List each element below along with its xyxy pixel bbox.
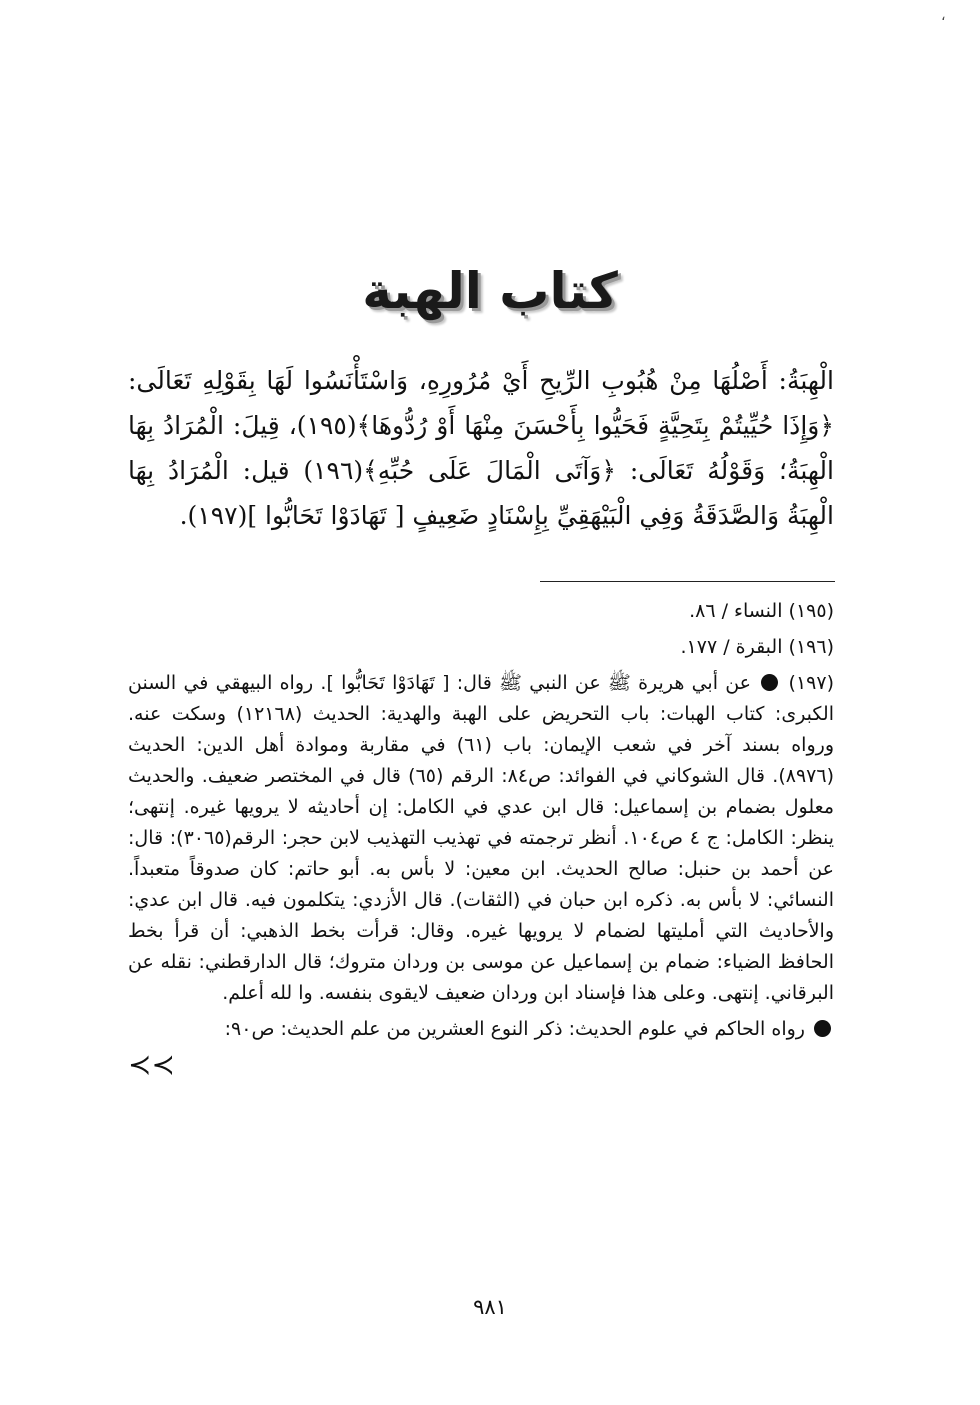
continuation-arrows-icon: ≺≺	[128, 1048, 175, 1081]
corner-mark: ،	[941, 8, 946, 24]
footnote-195: (١٩٥) النساء / ٨٦.	[689, 600, 834, 622]
chapter-title: كتاب الهبة	[362, 262, 618, 320]
footnotes-section	[128, 596, 834, 1080]
footnote-hakim-text: رواه الحاكم في علوم الحديث: ذكر النوع العشرين من علم الحديث: ص٩٠:	[224, 1018, 805, 1040]
footnote-hakim	[128, 1014, 834, 1045]
footnote-197	[128, 668, 834, 1009]
footnote-196: (١٩٦) البقرة / ١٧٧.	[680, 636, 834, 658]
footnote-197-text: عن أبي هريرة ﷺ عن النبي ﷺ قال: [ تَهَادَوْا تَحَابُّوا ]. رواه البيهقي في السنن الكبرى: كتاب الهبات: باب التحريض على الهبة والهدية: الحديث (١٢١٦٨) وسكت عنه. ورواه بسند آخر في شعب الإيمان: باب (٦١) في مقاربة وموادة أهل الدين: الحديث (٨٩٧٦). قال الشوكاني في الفوائد: ص٨٤: الرقم (٦٥) قال في المختصر ضعيف. والحديث معلول بضمام بن إسماعيل: قال ابن عدي في الكامل: إن أحاديثه لا يرويها غيره. إنتهى؛ ينظر: الكامل: ج ٤ ص١٠٤. أنظر ترجمته في تهذيب التهذيب لابن حجر: الرقم(٣٠٦٥): قال: عن أحمد بن حنبل: صالح الحديث. ابن معين: لا بأس به. أبو حاتم: كان صدوقاً متعبداً. النسائي: لا بأس به. ذكره ابن حبان في (الثقات). قال الأزدي: يتكلمون فيه. قال ابن عدي: والأحاديث التي أمليتها لضمام لا يرويها غيره. وقال: قرأت بخط الذهبي: أن قرأ بخط الحافظ الضياء: ضمام بن إسماعيل عن موسى بن وردان متروك؛ قال الدارقطني: نقله عن البرقاني. إنتهى. وعلى هذا فإسناد ابن وردان ضعيف لايقوى بنفسه. وا لله أعلم.	[128, 672, 835, 1004]
bullet-icon	[761, 674, 778, 691]
footnote-197-number: (١٩٧)	[788, 672, 834, 694]
footnote-divider	[540, 581, 835, 582]
main-paragraph: الْهِبَةُ: أَصْلُهَا مِنْ هُبُوبِ الرِّيحِ أَيْ مُرُورِهِ، وَاسْتَأْنَسُوا لَهَا بِقَوْلِهِ تَعَالَى: ﴿وَإِذَا حُيِّيتُمْ بِتَحِيَّةٍ فَحَيُّوا بِأَحْسَنَ مِنْهَا أَوْ رُدُّوهَا﴾(١٩٥)، قِيلَ: الْمُرَادُ بِهَا الْهِبَةُ؛ وَقَوْلُهُ تَعَالَى: ﴿وَآتَى الْمَالَ عَلَى حُبِّهِ﴾(١٩٦) قيل: الْمُرَادُ بِهَا الْهِبَةُ وَالصَّدَقَةُ وَفِي الْبَيْهَقِيِّ بِإِسْنَادٍ ضَعِيفٍ [ تَهَادَوْا تَحَابُّوا ](١٩٧).	[128, 366, 834, 530]
page-number: ٩٨١	[473, 1295, 507, 1319]
bullet-icon	[814, 1020, 831, 1037]
